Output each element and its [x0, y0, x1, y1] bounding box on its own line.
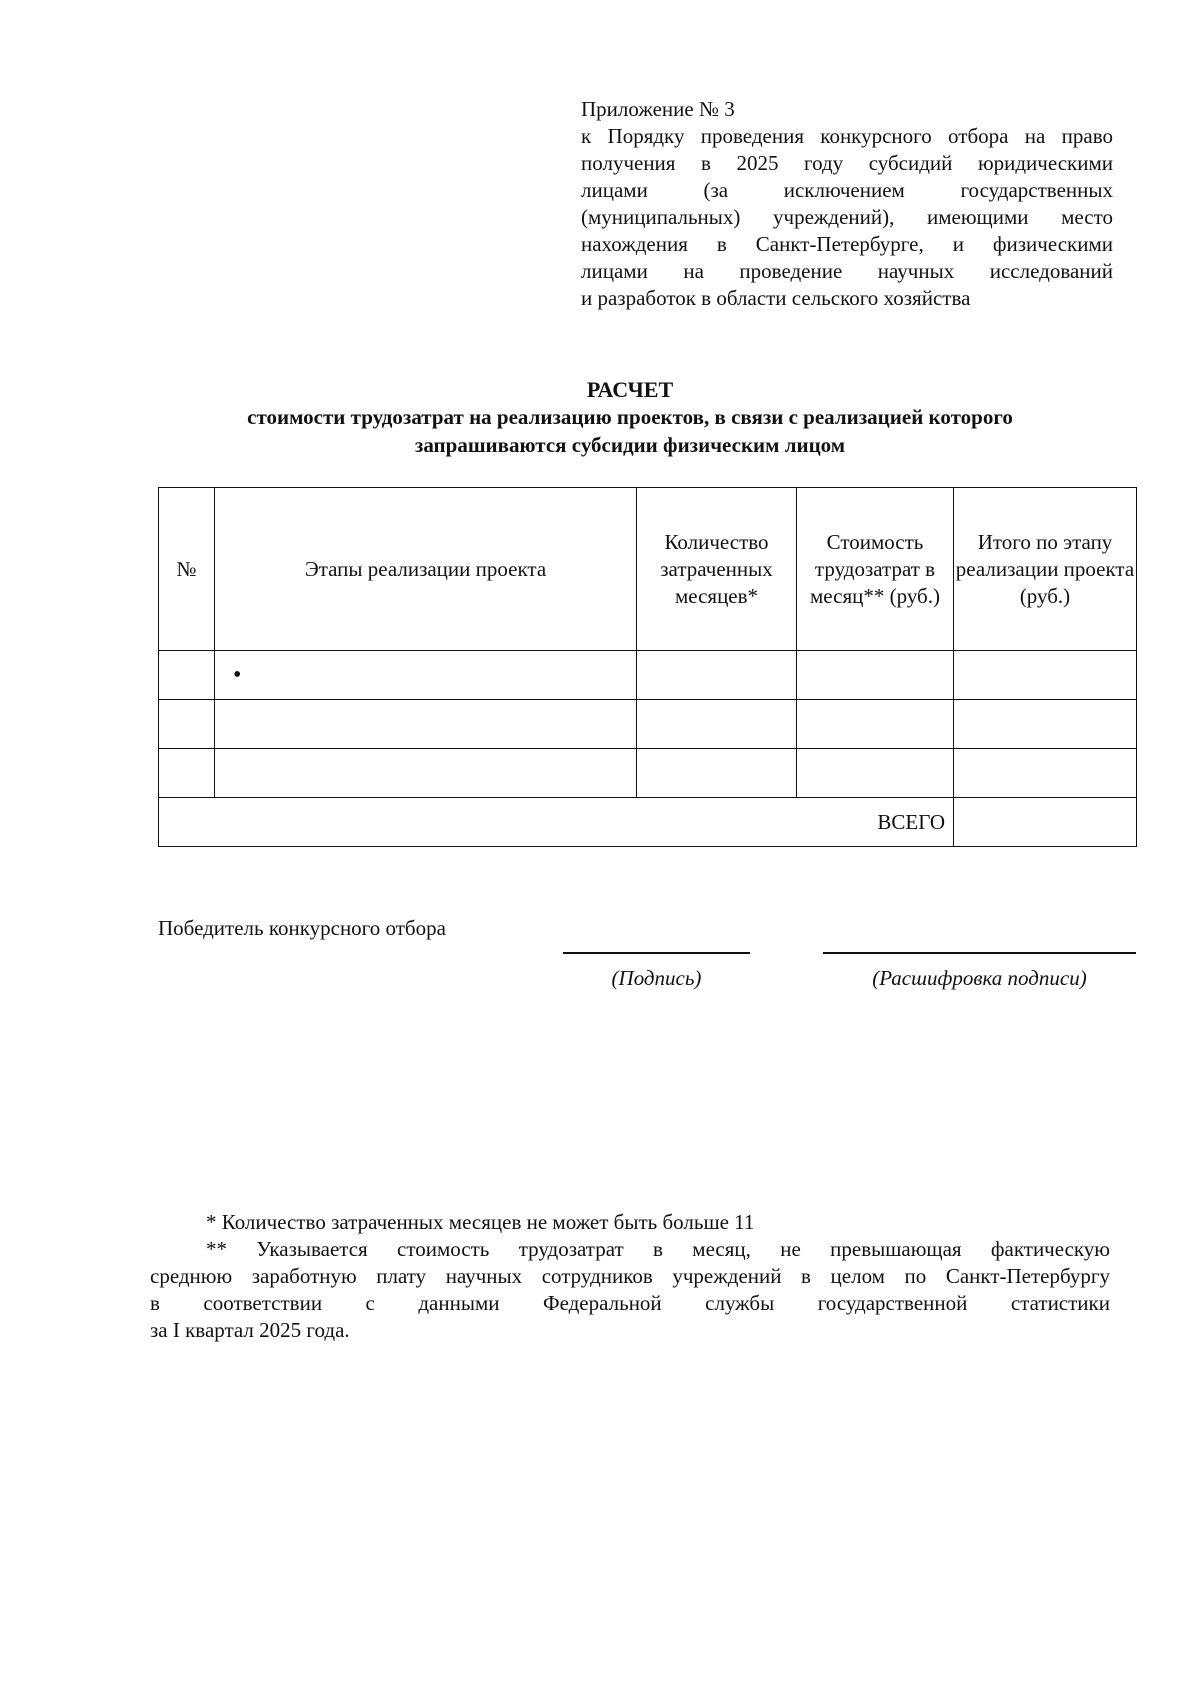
signature-caption: (Подпись) [611, 966, 702, 990]
table-row [159, 749, 1137, 798]
footnotes [150, 1209, 1110, 1344]
signature-decode-caption: (Расшифровка подписи) [872, 966, 1087, 990]
cell-stage [215, 749, 637, 798]
cell-number [159, 651, 215, 700]
table-total-row [159, 798, 1137, 847]
total-value [954, 798, 1137, 847]
cell-total [954, 749, 1137, 798]
header-number: № [159, 488, 215, 651]
cell-months [637, 700, 797, 749]
footnote-2-line: в соответствии с данными Федеральной службы государственной статистики [150, 1291, 1110, 1315]
signature-decode-line [823, 952, 1136, 954]
cell-stage [215, 700, 637, 749]
appendix-line: нахождения в Санкт-Петербурге, и физическими [581, 232, 1113, 256]
document-title: РАСЧЕТ [586, 377, 674, 402]
header-cost-per-month: Стоимость трудозатрат в месяц** (руб.) [797, 488, 954, 651]
calculation-table [158, 487, 1137, 847]
appendix-line: лицами на проведение научных исследований [581, 259, 1113, 283]
cell-cost [797, 749, 954, 798]
table-row [159, 651, 1137, 700]
header-total-stage: Итого по этапу реализации проекта (руб.) [954, 488, 1137, 651]
cell-total [954, 651, 1137, 700]
cell-total [954, 700, 1137, 749]
signature-line [563, 952, 750, 954]
cell-stage: • [215, 651, 637, 700]
table-row [159, 700, 1137, 749]
appendix-number: Приложение № 3 [581, 97, 735, 121]
signature-label: Победитель конкурсного отбора [158, 916, 446, 940]
appendix-block [581, 96, 1113, 312]
appendix-line: (муниципальных) учреждений), имеющими место [581, 205, 1113, 229]
footnote-2-line: за I квартал 2025 года. [150, 1318, 350, 1342]
header-months: Количество затраченных месяцев* [637, 488, 797, 651]
cell-months [637, 749, 797, 798]
footnote-1: * Количество затраченных месяцев не может быть больше 11 [206, 1210, 755, 1234]
appendix-line: лицами (за исключением государственных [581, 178, 1113, 202]
footnote-2-line: среднюю заработную плату научных сотрудников учреждений в целом по Санкт-Петербургу [150, 1264, 1110, 1288]
footnote-2-line: ** Указывается стоимость трудозатрат в месяц, не превышающая фактическую [206, 1237, 1110, 1261]
document-subtitle-line1: стоимости трудозатрат на реализацию проектов, в связи с реализацией которого [247, 405, 1013, 429]
appendix-line: и разработок в области сельского хозяйства [581, 286, 971, 310]
appendix-line: получения в 2025 году субсидий юридическими [581, 151, 1113, 175]
header-stage: Этапы реализации проекта [215, 488, 637, 651]
document-subtitle-line2: запрашиваются субсидии физическим лицом [414, 433, 846, 457]
appendix-line: к Порядку проведения конкурсного отбора на право [581, 124, 1113, 148]
cell-cost [797, 700, 954, 749]
total-label: ВСЕГО [159, 798, 954, 847]
cell-months [637, 651, 797, 700]
table-header-row [159, 488, 1137, 651]
cell-number [159, 700, 215, 749]
cell-cost [797, 651, 954, 700]
cell-number [159, 749, 215, 798]
